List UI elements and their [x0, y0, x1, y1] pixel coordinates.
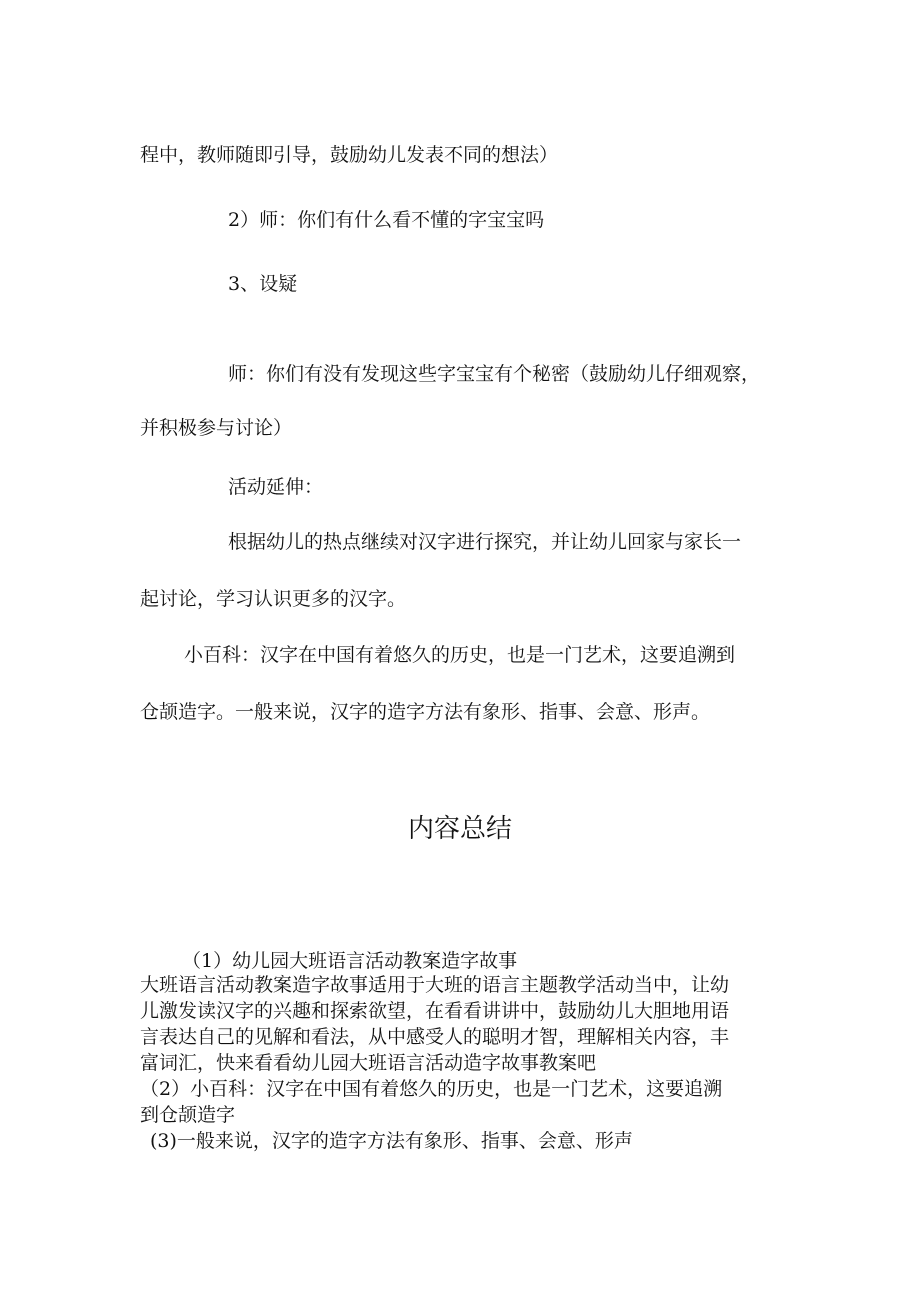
- body-line: 根据幼儿的热点继续对汉字进行探究，并让幼儿回家与家长一: [228, 531, 742, 553]
- body-line: 师：你们有没有发现这些字宝宝有个秘密（鼓励幼儿仔细观察，: [228, 363, 761, 385]
- body-line: 2）师：你们有什么看不懂的字宝宝吗: [228, 209, 545, 231]
- summary-line: （1）幼儿园大班语言活动教案造字故事: [182, 950, 518, 972]
- body-line: 仓颉造字。一般来说，汉字的造字方法有象形、指事、会意、形声。: [140, 701, 711, 723]
- summary-line: （2）小百科：汉字在中国有着悠久的历史，也是一门艺术，这要追溯: [140, 1078, 723, 1100]
- body-line: 程中，教师随即引导，鼓励幼儿发表不同的想法）: [140, 144, 559, 166]
- body-line: 小百科：汉字在中国有着悠久的历史，也是一门艺术，这要追溯到: [184, 644, 736, 666]
- body-line: 起讨论，学习认识更多的汉字。: [140, 588, 407, 610]
- summary-line: 大班语言活动教案造字故事适用于大班的语言主题教学活动当中，让幼: [140, 974, 730, 996]
- body-line: 3、设疑: [228, 273, 298, 295]
- summary-line: 富词汇，快来看看幼儿园大班语言活动造字故事教案吧: [140, 1052, 597, 1074]
- summary-line: 言表达自己的见解和看法，从中感受人的聪明才智，理解相关内容，丰: [140, 1026, 730, 1048]
- summary-line: (3)一般来说，汉字的造字方法有象形、指事、会意、形声: [150, 1130, 633, 1152]
- summary-title: 内容总结: [407, 814, 512, 844]
- body-line: 活动延伸：: [228, 476, 324, 498]
- summary-line: 到仓颉造字: [140, 1104, 236, 1126]
- summary-line: 儿激发读汉字的兴趣和探索欲望，在看看讲讲中，鼓励幼儿大胆地用语: [140, 1000, 730, 1022]
- body-line: 并积极参与讨论）: [140, 417, 293, 439]
